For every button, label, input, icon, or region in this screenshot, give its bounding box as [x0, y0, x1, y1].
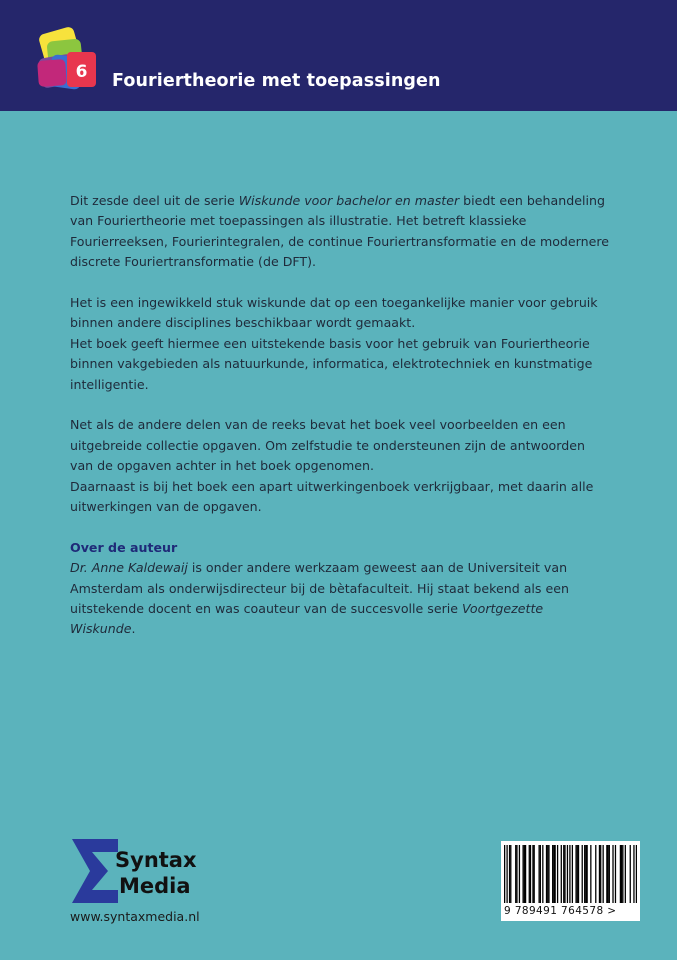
barcode-bar — [553, 845, 554, 903]
barcode-bar — [515, 845, 516, 903]
barcode-bar — [633, 845, 634, 903]
barcode-bar — [516, 845, 517, 903]
header-bar — [0, 0, 677, 111]
barcode-bar — [590, 845, 591, 903]
barcode-bar — [547, 845, 548, 903]
barcode-bar — [595, 845, 596, 903]
barcode-bar — [564, 845, 565, 903]
barcode-bar — [522, 845, 523, 903]
barcode-bar — [524, 845, 525, 903]
isbn-barcode — [501, 841, 640, 921]
barcode-bar — [587, 845, 588, 903]
barcode-bar — [630, 845, 631, 903]
barcode-digits: 9 789491 764578 > — [504, 905, 617, 917]
barcode-bar — [620, 845, 621, 903]
barcode-bar — [532, 845, 533, 903]
paragraph-accessibility: Het is een ingewikkeld stuk wiskunde dat op een toegankelijke manier voor gebruik binnen andere disciplines beschikbaar wordt gemaakt. Het boek geeft hiermee een uitstekende basis voor het gebruik van Fouriertheorie binnen vakgebieden als natuurkunde, informatica, elektrotechniek en kunstmatige intelligentie. — [70, 295, 598, 392]
barcode-bar — [506, 845, 507, 903]
barcode-bar — [530, 845, 531, 903]
barcode-bar — [534, 845, 535, 903]
barcode-bar — [509, 845, 510, 903]
barcode-bar — [540, 845, 541, 903]
barcode-bar — [607, 845, 608, 903]
publisher-name-line2: Media — [119, 874, 191, 898]
barcode-bar — [603, 845, 604, 903]
barcode-bar — [561, 845, 562, 903]
volume-number: 6 — [75, 62, 88, 82]
publisher-url: www.syntaxmedia.nl — [70, 909, 200, 924]
barcode-bar — [510, 845, 511, 903]
barcode-bar — [529, 845, 530, 903]
other-series-name: Voortgezette Wiskunde — [70, 601, 544, 637]
barcode-bar — [572, 845, 573, 903]
barcode-bars — [504, 845, 637, 903]
barcode-bar — [582, 845, 583, 903]
barcode-bar — [548, 845, 549, 903]
logo-magenta-card — [37, 59, 67, 87]
barcode-bar — [612, 845, 613, 903]
barcode-bar — [563, 845, 564, 903]
barcode-bar — [625, 845, 626, 903]
paragraph-intro: Dit zesde deel uit de serie Wiskunde voor bachelor en master biedt een behandeling van Fouriertheorie met toepassingen als illustratie. Het betreft klassieke Fourierreeksen, Fourierintegralen, de continue Fouriertransformatie en de modernere discrete Fouriertransformatie (de DFT). — [70, 193, 609, 270]
barcode-bar — [636, 845, 637, 903]
barcode-bar — [577, 845, 578, 903]
barcode-bar — [622, 845, 623, 903]
publisher-name-line1: Syntax — [115, 848, 197, 872]
series-logo — [34, 26, 100, 94]
barcode-bar — [546, 845, 547, 903]
barcode-bar — [609, 845, 610, 903]
barcode-bar — [600, 845, 601, 903]
barcode-bar — [554, 845, 555, 903]
barcode-bar — [557, 845, 558, 903]
barcode-bar — [525, 845, 526, 903]
barcode-bar — [569, 845, 570, 903]
barcode-bar — [567, 845, 568, 903]
barcode-bar — [615, 845, 616, 903]
sigma-icon — [72, 839, 118, 903]
barcode-bar — [552, 845, 553, 903]
book-title: Fouriertheorie met toepassingen — [112, 71, 441, 91]
barcode-bar — [578, 845, 579, 903]
barcode-bar — [542, 845, 543, 903]
barcode-bar — [538, 845, 539, 903]
barcode-bar — [519, 845, 520, 903]
barcode-bar — [575, 845, 576, 903]
paragraph-exercises: Net als de andere delen van de reeks bevat het boek veel voorbeelden en een uitgebreide collectie opgaven. Om zelfstudie te ondersteunen zijn de antwoorden van de opgaven achter in het boek opgenomen. Daarnaast is bij het boek een apart uitwerkingenboek verkrijgbaar, met daarin alle uitwerkingen van de opgaven. — [70, 417, 594, 515]
back-cover-text — [70, 191, 610, 640]
barcode-bar — [606, 845, 607, 903]
author-heading: Over de auteur — [70, 539, 178, 555]
author-bio: Dr. Anne Kaldewaij is onder andere werkzaam geweest aan de Universiteit van Amsterdam als onderwijsdirecteur bij de bètafaculteit. Hij staat bekend als een uitstekende docent en was coauteur van de succesvolle serie Voortgezette Wiskunde. — [70, 560, 569, 637]
barcode-bar — [504, 845, 505, 903]
series-name: Wiskunde voor bachelor en master — [238, 193, 460, 208]
barcode-bar — [584, 845, 585, 903]
barcode-bar — [585, 845, 586, 903]
publisher-logo — [70, 837, 210, 924]
author-name: Dr. Anne Kaldewaij — [70, 560, 188, 576]
barcode-bar — [599, 845, 600, 903]
barcode-bar — [621, 845, 622, 903]
